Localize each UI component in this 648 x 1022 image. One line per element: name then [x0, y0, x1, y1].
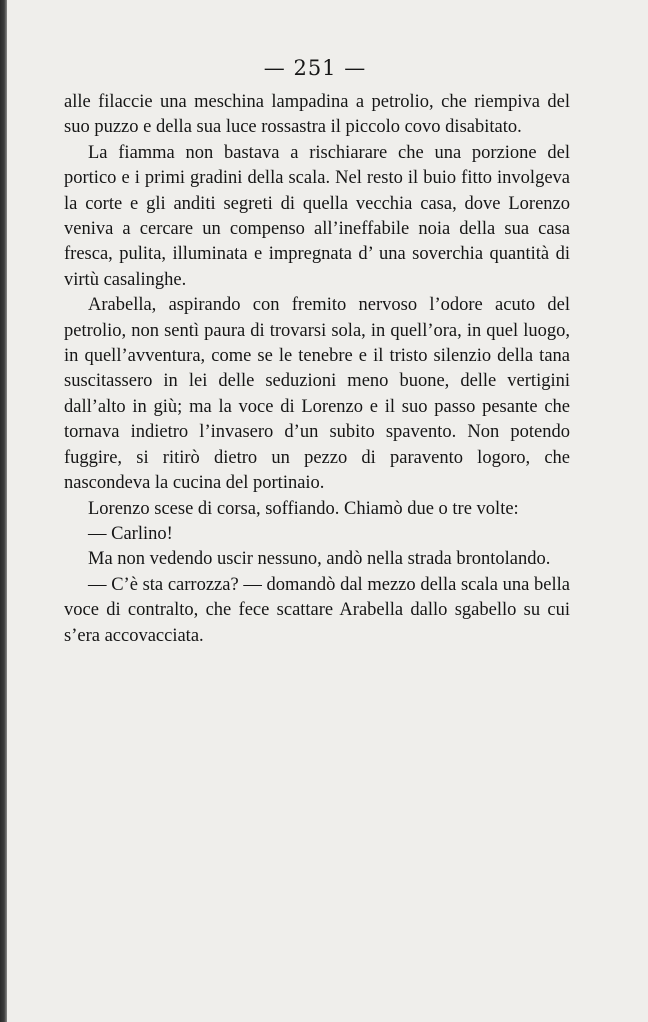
page-number: — 251 — — [263, 56, 367, 80]
paragraph: La fiamma non bastava a rischiarare che una porzione del portico e i primi gradini della scala. Nel resto il buio fitto involgeva la corte e gli anditi segreti di quella vecchia casa, dove Lorenzo veniva a cercare un compenso all’ineffabile noia della sua casa fresca, pulita, illuminata e impregnata d’ una soverchia quantità di virtù casalinghe. — [64, 142, 570, 290]
paragraph: alle filaccie una meschina lampadina a petrolio, che riempiva del suo puzzo e della sua luce rossastra il piccolo covo disabitato. — [64, 92, 570, 138]
paragraph: Arabella, aspirando con fremito nervoso l’odore acuto del petrolio, non sentì paura di trovarsi sola, in quell’ora, in quel luogo, in quell’avventura, come se le tenebre e il tristo silenzio della tana suscitassero in lei delle seduzioni meno buone, delle vertigini dall’alto in giù; ma la voce di Lorenzo e il suo passo pesante che tornava indietro l’invasero d’un subito spavento. Non potendo fuggire, si ritirò dietro un pezzo di paravento logoro, che nascondeva la cucina del portinaio. — [64, 295, 570, 494]
body-text — [64, 90, 570, 649]
paragraph: Ma non vedendo uscir nessuno, andò nella strada brontolando. — [88, 549, 551, 570]
paragraph: — Carlino! — [88, 523, 173, 544]
paragraph: Lorenzo scese di corsa, soffiando. Chiamò due o tre volte: — [88, 498, 519, 519]
page-binding-edge — [0, 0, 7, 1022]
paragraph: — C’è sta carrozza? — domandò dal mezzo della scala una bella voce di contralto, che fece scattare Arabella dallo sgabello su cui s’era accovacciata. — [64, 574, 570, 646]
